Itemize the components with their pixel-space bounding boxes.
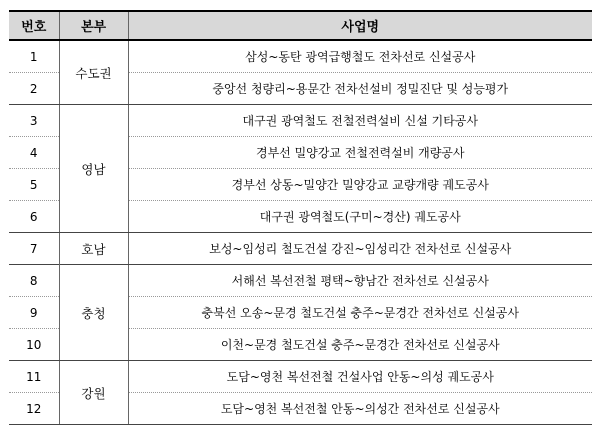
headquarters-cell: 수도권 — [59, 40, 128, 105]
row-number: 7 — [9, 233, 59, 265]
headquarters-cell: 충청 — [59, 265, 128, 361]
project-name-cell: 이천~문경 철도건설 충주~문경간 전차선로 신설공사 — [128, 329, 592, 361]
project-name-cell: 경부선 상동~밀양간 밀양강교 교량개량 궤도공사 — [128, 169, 592, 201]
row-number: 2 — [9, 73, 59, 105]
project-name-cell: 도담~영천 복선전철 건설사업 안동~의성 궤도공사 — [128, 361, 592, 393]
table-body — [9, 40, 592, 425]
row-number: 5 — [9, 169, 59, 201]
project-name-cell: 서해선 복선전철 평택~향남간 전차선로 신설공사 — [128, 265, 592, 297]
table-row — [9, 361, 592, 393]
header-headquarters: 본부 — [59, 11, 128, 40]
row-number: 8 — [9, 265, 59, 297]
table-header — [9, 11, 592, 40]
headquarters-cell: 호남 — [59, 233, 128, 265]
row-number: 9 — [9, 297, 59, 329]
table-row — [9, 233, 592, 265]
header-project-name: 사업명 — [128, 11, 592, 40]
project-name-cell: 중앙선 청량리~용문간 전차선설비 정밀진단 및 성능평가 — [128, 73, 592, 105]
project-table-container — [9, 10, 592, 425]
project-name-cell: 대구권 광역철도(구미~경산) 궤도공사 — [128, 201, 592, 233]
row-number: 11 — [9, 361, 59, 393]
table-row — [9, 265, 592, 297]
headquarters-cell: 강원 — [59, 361, 128, 425]
project-name-cell: 보성~임성리 철도건설 강진~임성리간 전차선로 신설공사 — [128, 233, 592, 265]
header-row — [9, 11, 592, 40]
row-number: 10 — [9, 329, 59, 361]
header-number: 번호 — [9, 11, 59, 40]
project-name-cell: 도담~영천 복선전철 안동~의성간 전차선로 신설공사 — [128, 393, 592, 425]
project-name-cell: 경부선 밀양강교 전철전력설비 개량공사 — [128, 137, 592, 169]
project-name-cell: 충북선 오송~문경 철도건설 충주~문경간 전차선로 신설공사 — [128, 297, 592, 329]
row-number: 3 — [9, 105, 59, 137]
table-row — [9, 105, 592, 137]
table-row — [9, 40, 592, 73]
row-number: 6 — [9, 201, 59, 233]
row-number: 4 — [9, 137, 59, 169]
headquarters-cell: 영남 — [59, 105, 128, 233]
row-number: 1 — [9, 40, 59, 73]
project-table — [9, 10, 592, 425]
project-name-cell: 삼성~동탄 광역급행철도 전차선로 신설공사 — [128, 40, 592, 73]
row-number: 12 — [9, 393, 59, 425]
project-name-cell: 대구권 광역철도 전철전력설비 신설 기타공사 — [128, 105, 592, 137]
